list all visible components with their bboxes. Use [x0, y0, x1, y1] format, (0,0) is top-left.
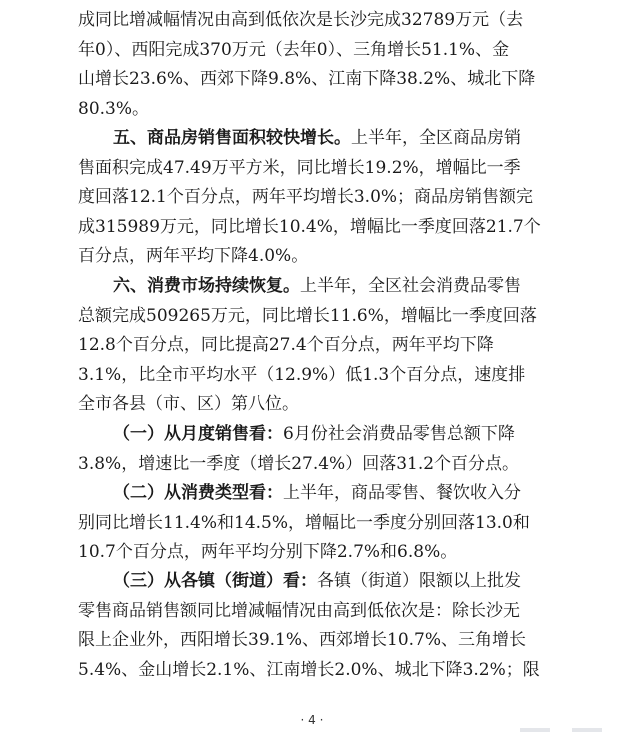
- paragraph-consumer-market: [78, 272, 550, 420]
- text-line: 限上企业外，西阳增长39.1%、西郊增长10.7%、三角增长: [78, 630, 527, 650]
- text-line: [78, 567, 550, 597]
- paragraph-town-sales-continued: [78, 6, 550, 124]
- text-line: 年0）、西阳完成370万元（去年0）、三角增长51.1%、金: [78, 39, 510, 60]
- text-line: [78, 479, 550, 509]
- text-run: 各镇（街道）限额以上批发: [317, 571, 521, 591]
- paragraph-housing-sales: [78, 124, 550, 272]
- section-heading: 五、商品房销售面积较快增长。: [113, 128, 351, 148]
- text-line: [78, 272, 550, 302]
- text-line: 山增长23.6%、西郊下降9.8%、江南下降38.2%、城北下降: [78, 69, 536, 89]
- text-line: 全市各县（市、区）第八位。: [78, 394, 299, 414]
- text-line: 别同比增长11.4%和14.5%，增幅比一季度分别回落13.0和: [78, 512, 530, 533]
- subsection-heading: （一）从月度销售看：: [113, 424, 283, 444]
- text-line: 80.3%。: [78, 98, 150, 119]
- paragraph-monthly-sales: [78, 420, 550, 479]
- page-number: · 4 ·: [300, 713, 324, 727]
- paragraph-town-retail: [78, 567, 550, 685]
- text-line: 度回落12.1个百分点，两年平均增长3.0%；商品房销售额完: [78, 187, 534, 207]
- text-run: 上半年，全区商品房销: [351, 128, 521, 148]
- text-run: 6月份社会消费品零售总额下降: [283, 424, 515, 444]
- text-line: 总额完成509265万元，同比增长11.6%，增幅比一季度回落: [78, 305, 537, 326]
- text-line: 零售商品销售额同比增减幅情况由高到低依次是：除长沙无: [78, 600, 520, 621]
- text-line: 成同比增减幅情况由高到低依次是长沙完成32789万元（去: [78, 10, 524, 30]
- text-line: 成315989万元，同比增长10.4%，增幅比一季度回落21.7个: [78, 216, 541, 237]
- toolbar-edge: [572, 728, 602, 732]
- text-run: 上半年，全区社会消费品零售: [300, 276, 521, 296]
- text-line: 5.4%、金山增长2.1%、江南增长2.0%、城北下降3.2%；限: [78, 659, 540, 680]
- section-heading: 六、消费市场持续恢复。: [113, 276, 300, 296]
- subsection-heading: （二）从消费类型看：: [113, 483, 283, 503]
- subsection-heading: （三）从各镇（街道）看：: [113, 571, 317, 591]
- toolbar-edge: [520, 728, 550, 732]
- text-line: 售面积完成47.49万平方米，同比增长19.2%，增幅比一季: [78, 157, 521, 178]
- text-line: 10.7个百分点，两年平均分别下降2.7%和6.8%。: [78, 542, 458, 562]
- text-run: 上半年，商品零售、餐饮收入分: [283, 483, 521, 503]
- text-line: 3.8%，增速比一季度（增长27.4%）回落31.2个百分点。: [78, 453, 520, 474]
- text-line: 3.1%，比全市平均水平（12.9%）低1.3个百分点，速度排: [78, 364, 526, 385]
- text-line: [78, 124, 550, 154]
- text-line: [78, 420, 550, 450]
- text-line: 百分点，两年平均下降4.0%。: [78, 246, 309, 266]
- text-line: 12.8个百分点，同比提高27.4个百分点，两年平均下降: [78, 335, 494, 355]
- paragraph-consumption-type: [78, 479, 550, 568]
